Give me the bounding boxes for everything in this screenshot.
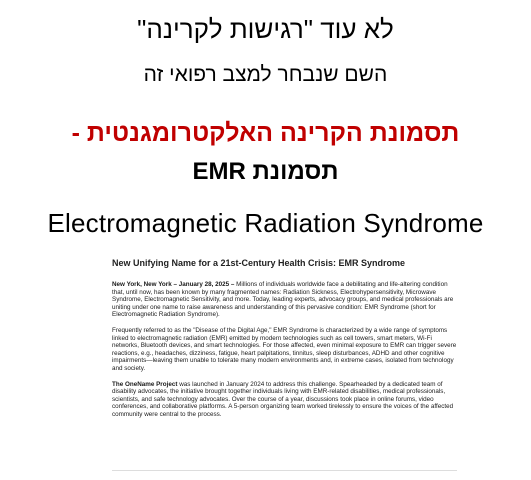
dateline: New York, New York – January 28, 2025 – [112, 281, 235, 288]
project-name: The OneName Project [112, 380, 178, 388]
paragraph-1-text: Millions of individuals worldwide face a debilitating and life-altering condition that, until now, has been known by many fragmented names: Radiation Sickness, Electrohypersensitivity, Microwave Syndrome, Electromagnetic Sensitivity, and more. Today, leading experts, advocacy groups, and medical professionals are uniting under one name to raise awareness and understanding of this pervasive condition: EMR Syndrome (short for Electromagnetic Radiation Syndrome). [112, 281, 454, 319]
press-release-title: New Unifying Name for a 21st-Century Health Crisis: EMR Syndrome [112, 258, 406, 268]
paragraph-3-text: was launched in January 2024 to address this challenge. Spearheaded by a dedicated team of disability advocates, the initiative brought together individuals living with EMR-related disabilities, medical professionals, scientists, and safe technology advocates. Over the course of a year, discussions took place in online forums, video conferences, and collaborative platforms. A 5-person organizing team worked tirelessly to ensure the voices of the affected community were central to the process. [112, 380, 454, 418]
press-release-paragraph-1 [112, 281, 457, 319]
heading-emr-syndrome-short: תסמונת EMR [192, 158, 339, 185]
heading-no-more-radiation-sensitivity: לא עוד "רגישות לקרינה" [137, 14, 394, 44]
heading-emr-syndrome-hebrew: תסמונת הקרינה האלקטרומגנטית - [71, 119, 460, 147]
press-release-excerpt [112, 256, 457, 480]
heading-chosen-name: השם שנבחר למצב רפואי זה [143, 63, 388, 86]
press-release-paragraph-2: Frequently referred to as the "Disease of the Digital Age," EMR Syndrome is characterized by a wide range of symptoms linked to electromagnetic radiation (EMR) emitted by modern technologies such as cell towers, smart meters, Wi-Fi networks, Bluetooth devices, and smart technologies. For those affected, even minimal exposure to EMR can trigger severe reactions, e.g., headaches, dizziness, fatigue, heart palpitations, tinnitus, sleep disturbances, ADHD and other cognitive impairments—leaving them unable to tolerate many modern environments and, in extreme cases, isolated from technology and society. [112, 326, 457, 372]
document-bottom-rule [112, 470, 457, 471]
heading-english-name: Electromagnetic Radiation Syndrome [47, 208, 484, 238]
press-release-paragraph-3 [112, 381, 457, 419]
